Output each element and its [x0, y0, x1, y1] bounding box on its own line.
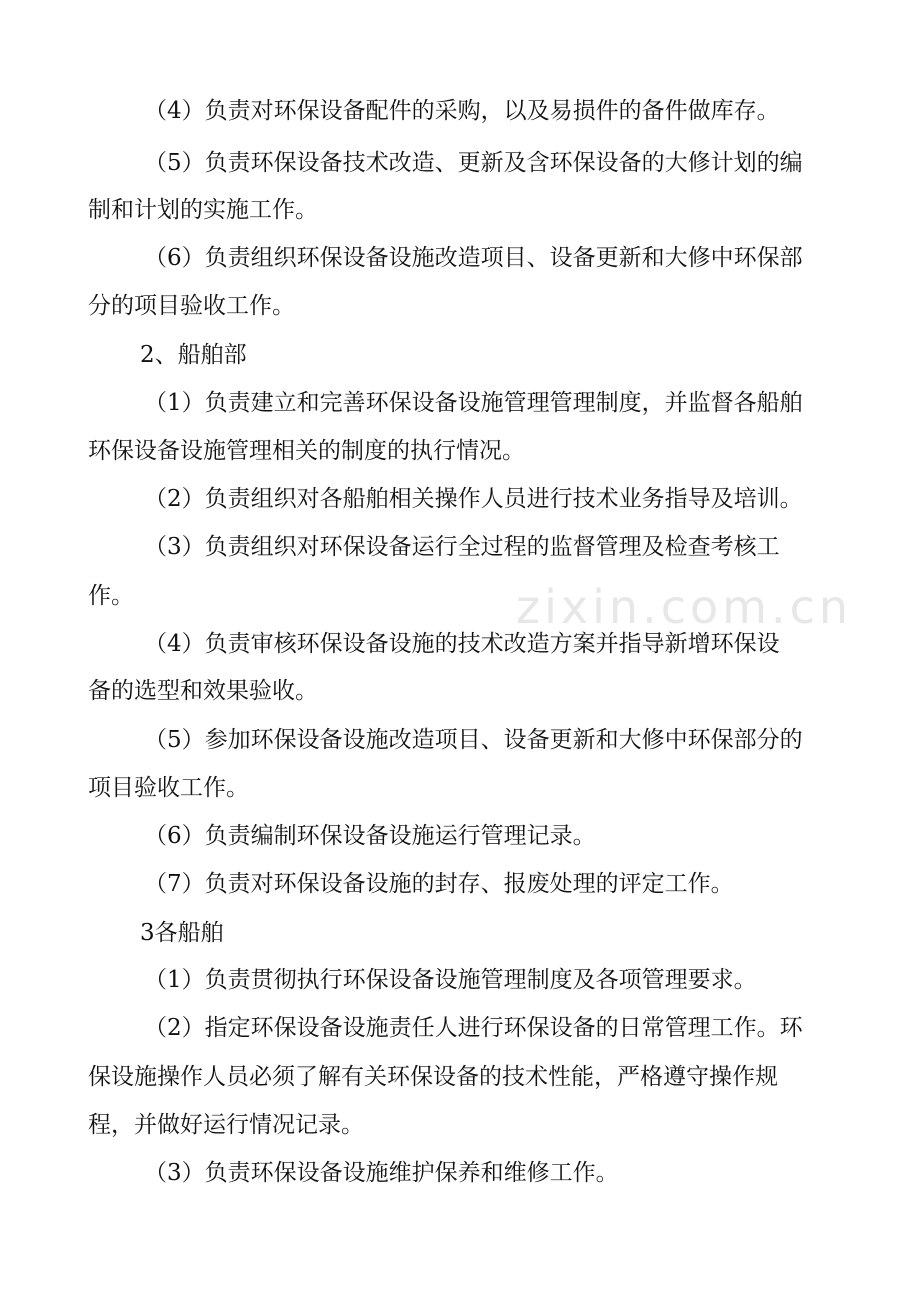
text-line: （1）负责贯彻执行环保设备设施管理制度及各项管理要求。 [144, 967, 757, 993]
text-line: 制和计划的实施工作。 [88, 197, 318, 223]
text-line: （2）负责组织对各船舶相关操作人员进行技术业务指导及培训。 [144, 486, 803, 512]
text-line: 分的项目验收工作。 [88, 293, 295, 319]
section-heading: 2、船舶部 [140, 342, 247, 368]
text-line: 项目验收工作。 [88, 775, 249, 801]
text-line: （3）负责组织对环保设备运行全过程的监督管理及检查考核工 [144, 534, 780, 560]
text-line: （5）负责环保设备技术改造、更新及含环保设备的大修计划的编 [144, 150, 803, 176]
text-line: （7）负责对环保设备设施的封存、报废处理的评定工作。 [144, 871, 734, 897]
text-line: （5）参加环保设备设施改造项目、设备更新和大修中环保部分的 [144, 727, 803, 753]
text-line: （6）负责编制环保设备设施运行管理记录。 [144, 823, 596, 849]
text-line: 备的选型和效果验收。 [88, 678, 318, 704]
text-line: （4）负责审核环保设备设施的技术改造方案并指导新增环保设 [144, 631, 780, 657]
text-line: （1）负责建立和完善环保设备设施管理管理制度，并监督各船舶 [144, 390, 803, 416]
text-line: （3）负责环保设备设施维护保养和维修工作。 [144, 1160, 619, 1186]
text-line: 程，并做好运行情况记录。 [88, 1112, 364, 1138]
text-line: 环保设备设施管理相关的制度的执行情况。 [88, 438, 525, 464]
text-line: 作。 [88, 583, 134, 609]
text-line: （6）负责组织环保设备设施改造项目、设备更新和大修中环保部 [144, 245, 803, 271]
text-line: （2）指定环保设备设施责任人进行环保设备的日常管理工作。环 [144, 1015, 803, 1041]
section-heading: 3各船舶 [140, 920, 224, 946]
text-line: （4）负责对环保设备配件的采购，以及易损件的备件做库存。 [144, 98, 780, 124]
watermark: zixin.com.cn [516, 580, 853, 634]
text-line: 保设施操作人员必须了解有关环保设备的技术性能，严格遵守操作规 [88, 1064, 778, 1090]
